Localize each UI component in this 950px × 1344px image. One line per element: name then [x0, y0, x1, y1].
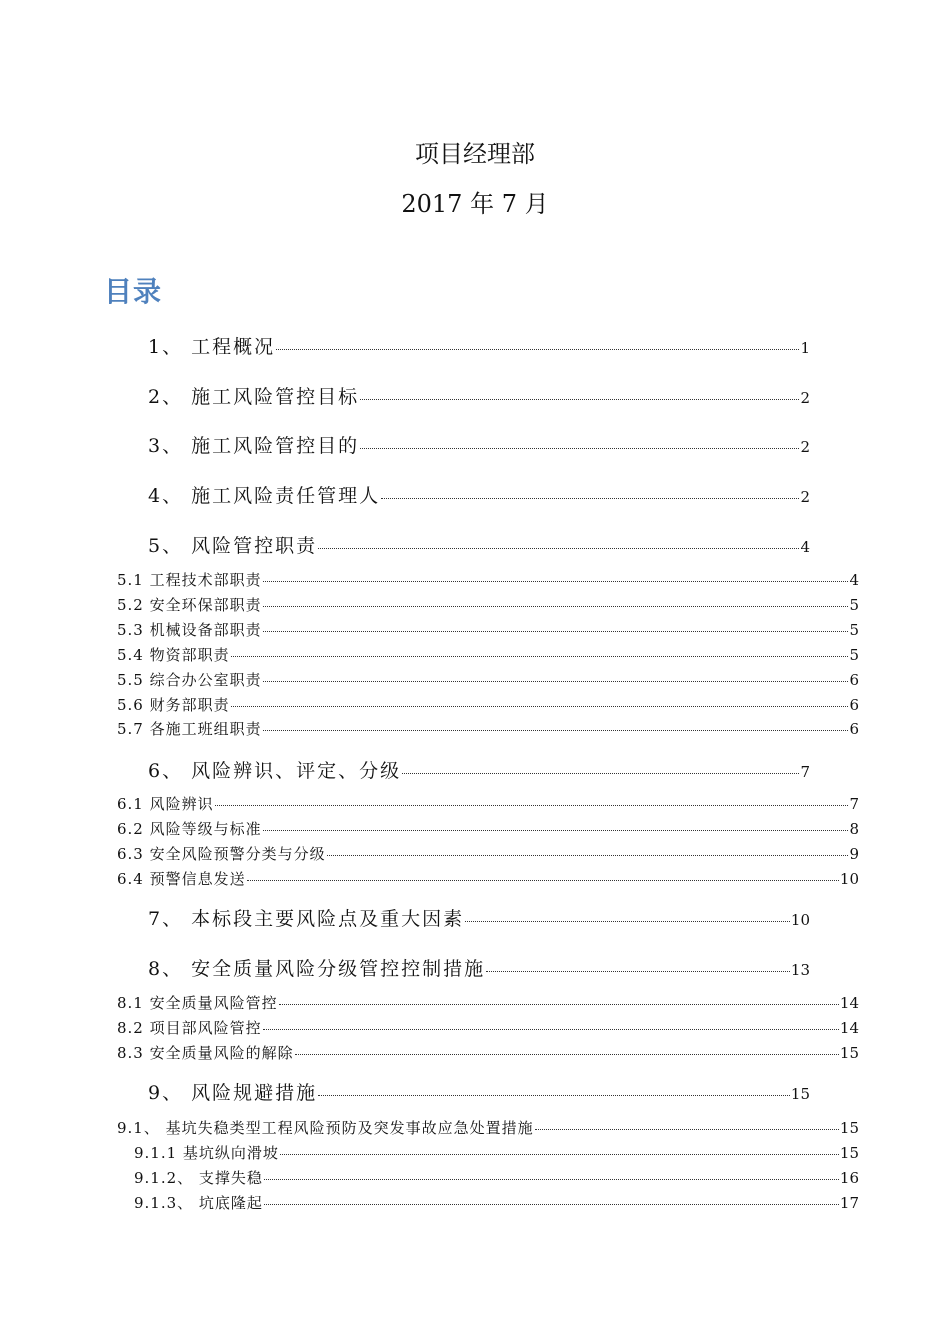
toc-entry-label: 6.3 安全风险预警分类与分级 — [117, 845, 326, 863]
toc-entry-page: 5 — [849, 646, 859, 664]
toc-entry-label: 2、 施工风险管控目标 — [148, 386, 360, 408]
toc-entry-label: 5.2 安全环保部职责 — [117, 596, 262, 614]
toc-leader-dots — [263, 830, 849, 831]
toc-entry-5[interactable] — [148, 531, 810, 558]
toc-entry-4[interactable] — [148, 481, 810, 508]
toc-entry-label: 8、 安全质量风险分级管控控制措施 — [148, 958, 486, 980]
toc-entry-page: 15 — [790, 1085, 810, 1103]
toc-entry-5-1[interactable] — [117, 569, 859, 590]
toc-entry-label: 8.3 安全质量风险的解除 — [117, 1044, 294, 1062]
toc-entry-label: 5.6 财务部职责 — [117, 696, 230, 714]
toc-entry-page: 8 — [849, 820, 859, 838]
toc-entry-page: 2 — [800, 438, 810, 456]
toc-leader-dots — [318, 1095, 790, 1096]
toc-entry-page: 17 — [839, 1194, 859, 1212]
toc-leader-dots — [535, 1129, 839, 1130]
toc-entry-5-3[interactable] — [117, 619, 859, 640]
toc-entry-page: 5 — [849, 621, 859, 639]
toc-entry-label: 5、 风险管控职责 — [148, 535, 318, 557]
toc-entry-9[interactable] — [148, 1078, 810, 1105]
toc-entry-label: 6.4 预警信息发送 — [117, 870, 246, 888]
toc-entry-page: 1 — [800, 339, 810, 357]
toc-entry-label: 5.5 综合办公室职责 — [117, 671, 262, 689]
toc-leader-dots — [264, 1204, 839, 1205]
toc-entry-label: 8.2 项目部风险管控 — [117, 1019, 262, 1037]
toc-leader-dots — [318, 548, 799, 549]
toc-entry-7[interactable] — [148, 904, 810, 931]
toc-entry-page: 4 — [849, 571, 859, 589]
toc-entry-label: 5.3 机械设备部职责 — [117, 621, 262, 639]
toc-leader-dots — [486, 971, 790, 972]
toc-heading: 目录 — [104, 275, 163, 308]
toc-entry-label: 9.1.2、 支撑失稳 — [134, 1169, 263, 1187]
toc-entry-label: 9.1.1 基坑纵向滑坡 — [134, 1144, 279, 1162]
toc-entry-3[interactable] — [148, 431, 810, 458]
toc-entry-6[interactable] — [148, 756, 810, 783]
toc-entry-page: 6 — [849, 671, 859, 689]
toc-entry-page: 15 — [839, 1144, 859, 1162]
toc-entry-1[interactable] — [148, 332, 810, 359]
toc-leader-dots — [276, 349, 799, 350]
toc-entry-label: 6.1 风险辨识 — [117, 795, 214, 813]
toc-entry-page: 15 — [839, 1119, 859, 1137]
toc-entry-page: 2 — [800, 389, 810, 407]
toc-entry-page: 9 — [849, 845, 859, 863]
toc-entry-6-1[interactable] — [117, 793, 859, 814]
toc-leader-dots — [263, 730, 849, 731]
toc-entry-label: 3、 施工风险管控目的 — [148, 435, 360, 457]
toc-leader-dots — [231, 656, 849, 657]
toc-leader-dots — [295, 1054, 839, 1055]
toc-entry-5-4[interactable] — [117, 644, 859, 665]
toc-entry-page: 7 — [849, 795, 859, 813]
toc-entry-page: 15 — [839, 1044, 859, 1062]
toc-entry-8-1[interactable] — [117, 992, 859, 1013]
toc-leader-dots — [280, 1154, 839, 1155]
toc-leader-dots — [263, 581, 849, 582]
toc-leader-dots — [247, 880, 839, 881]
toc-entry-label: 9.1.3、 坑底隆起 — [134, 1194, 263, 1212]
toc-entry-8-2[interactable] — [117, 1017, 859, 1038]
toc-entry-6-2[interactable] — [117, 818, 859, 839]
toc-entry-label: 6.2 风险等级与标准 — [117, 820, 262, 838]
toc-entry-page: 14 — [839, 1019, 859, 1037]
toc-entry-label: 7、 本标段主要风险点及重大因素 — [148, 908, 465, 930]
toc-entry-9-1-3[interactable] — [134, 1192, 859, 1213]
toc-leader-dots — [263, 1029, 839, 1030]
toc-leader-dots — [360, 448, 799, 449]
toc-entry-label: 5.7 各施工班组职责 — [117, 720, 262, 738]
toc-entry-8-3[interactable] — [117, 1042, 859, 1063]
toc-entry-page: 4 — [800, 538, 810, 556]
toc-entry-page: 16 — [839, 1169, 859, 1187]
toc-entry-6-3[interactable] — [117, 843, 859, 864]
toc-leader-dots — [231, 706, 849, 707]
toc-entry-9-1[interactable] — [117, 1117, 859, 1138]
toc-leader-dots — [327, 855, 849, 856]
toc-leader-dots — [215, 805, 849, 806]
toc-entry-5-5[interactable] — [117, 669, 859, 690]
toc-entry-2[interactable] — [148, 382, 810, 409]
toc-leader-dots — [465, 921, 790, 922]
toc-entry-page: 10 — [790, 911, 810, 929]
toc-leader-dots — [360, 399, 799, 400]
toc-entry-label: 6、 风险辨识、评定、分级 — [148, 760, 402, 782]
toc-entry-page: 14 — [839, 994, 859, 1012]
toc-entry-5-7[interactable] — [117, 718, 859, 739]
toc-leader-dots — [402, 773, 799, 774]
toc-entry-page: 10 — [839, 870, 859, 888]
toc-entry-label: 5.1 工程技术部职责 — [117, 571, 262, 589]
toc-leader-dots — [264, 1179, 839, 1180]
toc-entry-page: 5 — [849, 596, 859, 614]
toc-entry-label: 4、 施工风险责任管理人 — [148, 485, 381, 507]
toc-entry-6-4[interactable] — [117, 868, 859, 889]
toc-entry-page: 6 — [849, 720, 859, 738]
toc-entry-label: 5.4 物资部职责 — [117, 646, 230, 664]
toc-entry-label: 9.1、 基坑失稳类型工程风险预防及突发事故应急处置措施 — [117, 1119, 534, 1137]
toc-entry-page: 2 — [800, 488, 810, 506]
toc-leader-dots — [381, 498, 799, 499]
toc-leader-dots — [263, 631, 849, 632]
toc-entry-page: 6 — [849, 696, 859, 714]
toc-entry-page: 7 — [800, 763, 810, 781]
toc-entry-9-1-1[interactable] — [134, 1142, 859, 1163]
toc-leader-dots — [263, 606, 849, 607]
organization-title: 项目经理部 — [415, 140, 535, 168]
toc-entry-label: 8.1 安全质量风险管控 — [117, 994, 278, 1012]
toc-entry-page: 13 — [790, 961, 810, 979]
toc-entry-label: 1、 工程概况 — [148, 336, 276, 358]
toc-leader-dots — [279, 1004, 839, 1005]
toc-leader-dots — [263, 681, 849, 682]
toc-entry-8[interactable] — [148, 954, 810, 981]
toc-entry-5-6[interactable] — [117, 694, 859, 715]
document-date: 2017 年 7 月 — [401, 190, 549, 218]
toc-entry-9-1-2[interactable] — [134, 1167, 859, 1188]
toc-entry-label: 9、 风险规避措施 — [148, 1082, 318, 1104]
toc-entry-5-2[interactable] — [117, 594, 859, 615]
